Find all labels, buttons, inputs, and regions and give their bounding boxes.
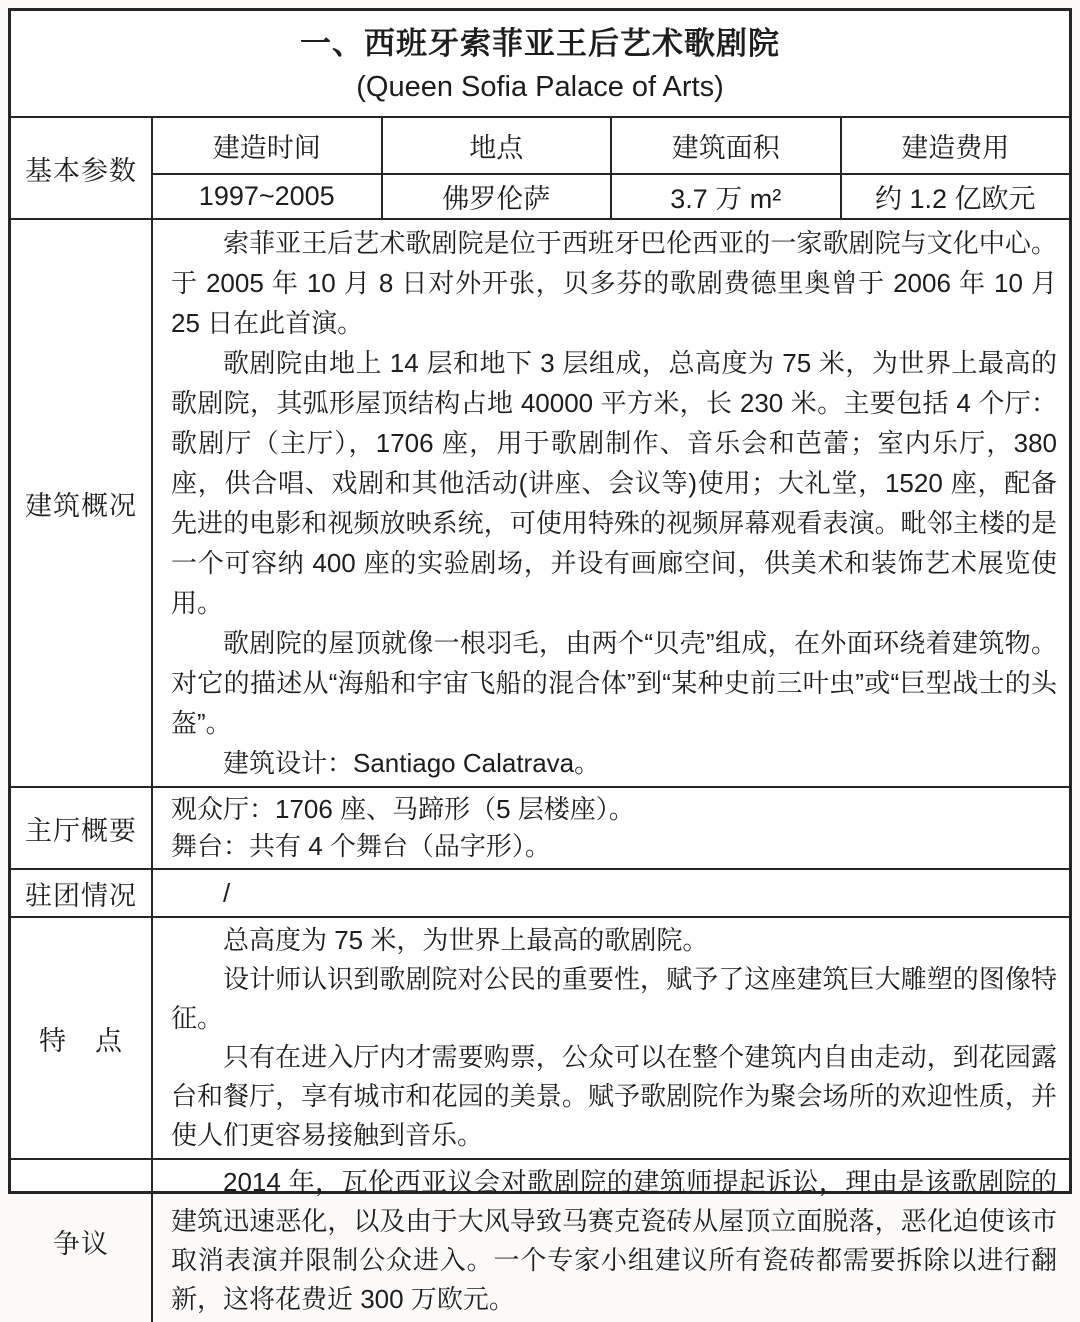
section-label-controversy: 争议 (11, 1160, 153, 1322)
features-content (153, 918, 1069, 1158)
section-label-basic-params: 基本参数 (11, 118, 153, 218)
param-header: 建造费用 (842, 118, 1070, 175)
section-label-overview: 建筑概况 (11, 220, 153, 786)
resident-troupe-row (11, 868, 1069, 916)
page-subtitle: (Queen Sofia Palace of Arts) (356, 71, 724, 103)
paragraph: 歌剧院的屋顶就像一根羽毛，由两个“贝壳”组成，在外面环绕着建筑物。对它的描述从“海船和宇宙飞船的混合体”到“某种史前三叶虫”或“巨型战士的头盔”。 (171, 628, 1057, 738)
section-label-features: 特 点 (11, 918, 153, 1158)
overview-content (153, 220, 1069, 786)
resident-troupe-value: / (223, 878, 231, 908)
param-value: 1997~2005 (198, 181, 335, 211)
main-hall-content (153, 788, 1069, 868)
param-value: 3.7 万 m² (670, 184, 782, 214)
overview-row (11, 218, 1069, 786)
resident-troupe-content (153, 870, 1069, 916)
basic-col-build-time (153, 118, 381, 218)
paragraph: 设计师认识到歌剧院对公民的重要性，赋予了这座建筑巨大雕塑的图像特征。 (171, 964, 1057, 1033)
basic-col-area (610, 118, 840, 218)
param-header: 地点 (383, 118, 611, 175)
main-hall-row (11, 786, 1069, 868)
basic-col-cost (840, 118, 1070, 218)
basic-params-grid (153, 118, 1069, 218)
list-item: 舞台：共有 4 个舞台（品字形）。 (171, 831, 551, 861)
param-header: 建筑面积 (612, 118, 840, 175)
section-label-resident-troupe: 驻团情况 (11, 870, 153, 916)
features-row (11, 916, 1069, 1158)
param-value: 佛罗伦萨 (442, 184, 551, 214)
paragraph: 索菲亚王后艺术歌剧院是位于西班牙巴伦西亚的一家歌剧院与文化中心。于 2005 年 10 月 8 日对外开张，贝多芬的歌剧费德里奥曾于 2006 年 10 月 25 日在此首演。 (171, 228, 1057, 338)
param-header: 建造时间 (153, 118, 381, 175)
title-row (11, 11, 1069, 116)
paragraph: 建筑设计：Santiago Calatrava。 (223, 748, 601, 778)
basic-col-location (381, 118, 611, 218)
paragraph: 总高度为 75 米，为世界上最高的歌剧院。 (223, 925, 709, 955)
paragraph: 2014 年，瓦伦西亚议会对歌剧院的建筑师提起诉讼，理由是该歌剧院的建筑迅速恶化，以及由于大风导致马赛克瓷砖从屋顶立面脱落，恶化迫使该市取消表演并限制公众进入。一个专家小组建议所有瓷砖都需要拆除以进行翻新，这将花费近 300 万欧元。 (171, 1167, 1057, 1314)
controversy-row (11, 1158, 1069, 1322)
paragraph: 歌剧院由地上 14 层和地下 3 层组成，总高度为 75 米，为世界上最高的歌剧院，其弧形屋顶结构占地 40000 平方米，长 230 米。主要包括 4 个厅：歌剧厅（主厅），1706 座，用于歌剧制作、音乐会和芭蕾；室内乐厅，380 座，供合唱、戏剧和其他活动(讲座、会议等)使用；大礼堂，1520 座，配备先进的电影和视频放映系统，可使用特殊的视频屏幕观看表演。毗邻主楼的是一个可容纳 400 座的实验剧场，并设有画廊空间，供美术和装饰艺术展览使用。 (171, 348, 1057, 618)
info-table (8, 8, 1072, 1314)
controversy-content (153, 1160, 1069, 1322)
basic-params-row (11, 116, 1069, 218)
param-value: 约 1.2 亿欧元 (874, 184, 1036, 214)
section-label-main-hall: 主厅概要 (11, 788, 153, 868)
paragraph: 只有在进入厅内才需要购票，公众可以在整个建筑内自由走动，到花园露台和餐厅，享有城市和花园的美景。赋予歌剧院作为聚会场所的欢迎性质，并使人们更容易接触到音乐。 (171, 1042, 1057, 1150)
list-item: 观众厅：1706 座、马蹄形（5 层楼座）。 (171, 794, 635, 824)
page-title: 一、西班牙索菲亚王后艺术歌剧院 (300, 26, 780, 61)
